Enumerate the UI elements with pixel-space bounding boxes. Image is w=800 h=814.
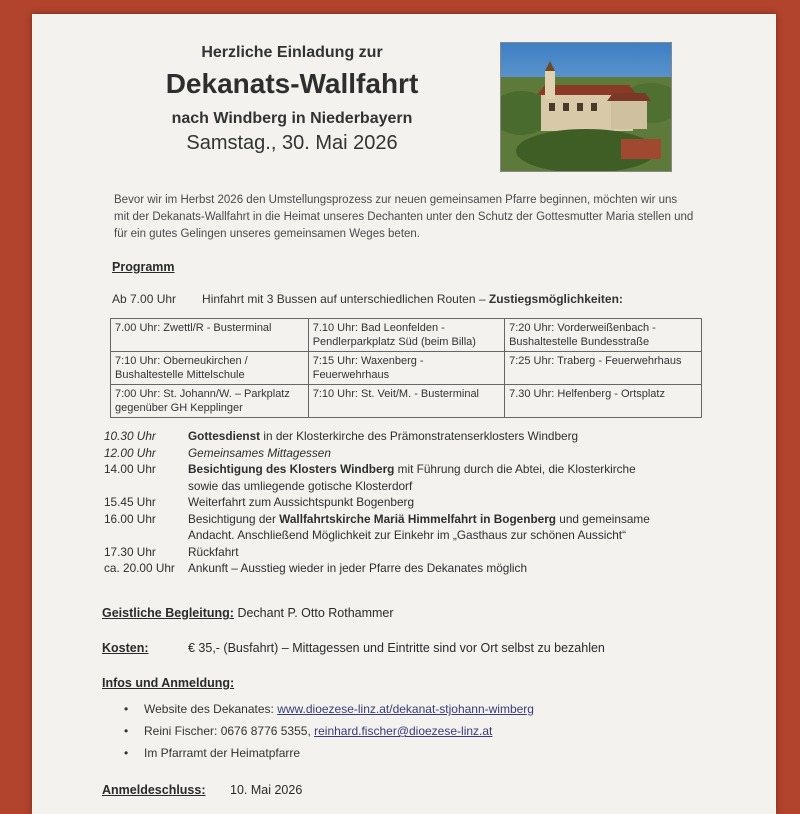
schedule-desc: Gemeinsames Mittagessen xyxy=(188,445,331,460)
pickup-cell: 7.30 Uhr: Helfenberg - Ortsplatz xyxy=(505,385,702,418)
schedule-desc: Ankunft – Ausstieg wieder in jeder Pfarre des Dekanates möglich xyxy=(188,561,528,575)
info-bullet: • Im Pfarramt der Heimatpfarre xyxy=(124,742,534,764)
pickup-cell: 7:00 Uhr: St. Johann/W. – Parkplatz gegenüber GH Kepplinger xyxy=(111,385,309,418)
departure-time: Ab 7.00 Uhr xyxy=(112,292,177,306)
schedule-time: 17.30 Uhr xyxy=(104,544,156,559)
schedule-desc: Rückfahrt xyxy=(188,544,239,559)
departure-bold: Zustiegsmöglichkeiten: xyxy=(488,292,623,306)
begleitung-line: Geistliche Begleitung: Dechant P. Otto Rothammer xyxy=(102,606,394,620)
schedule-time: 14.00 Uhr xyxy=(104,462,156,476)
info-bullet: • Reini Fischer: 0676 8776 5355, reinhard.fischer@dioezese-linz.at xyxy=(124,720,534,742)
pickup-row xyxy=(111,319,702,352)
pickup-cell: 7:25 Uhr: Traberg - Feuerwehrhaus xyxy=(505,352,702,385)
kosten-line: Kosten: € 35,- (Busfahrt) – Mittagessen und Eintritte sind vor Ort selbst zu bezahlen xyxy=(102,641,605,655)
schedule-desc: Gottesdienst in der Klosterkirche des Prämonstratenserklosters Windberg xyxy=(188,429,579,443)
intro-paragraph: Bevor wir im Herbst 2026 den Umstellungsprozess zur neuen gemeinsamen Pfarre beginnen, möchten wir uns mit der Dekanats-Wallfahrt in die Heimat unseres Dechanten unter den Schutz der Gottesmutter Maria stellen und für ein gutes Gelingen unseres gemeinsamen Weges beten. xyxy=(114,194,694,240)
schedule-time: 16.00 Uhr xyxy=(104,511,156,526)
info-link[interactable]: www.dioezese-linz.at/dekanat-stjohann-wimberg xyxy=(277,702,534,716)
bullet-icon: • xyxy=(124,702,129,716)
invitation-line: Herzliche Einladung zur xyxy=(201,44,383,61)
schedule-desc: Besichtigung des Klosters Windberg mit Führung durch die Abtei, die Klosterkirche sowie das umliegende gotische Klosterdorf xyxy=(188,462,636,493)
info-bullet: • Website des Dekanates: www.dioezese-linz.at/dekanat-stjohann-wimberg xyxy=(124,698,534,720)
bullet-icon: • xyxy=(124,724,129,738)
schedule-row xyxy=(104,544,658,561)
flyer-page xyxy=(32,14,776,814)
pickup-row xyxy=(111,352,702,385)
programm-heading: Programm xyxy=(112,260,175,274)
schedule-list xyxy=(104,428,658,577)
pickup-cell: 7.10 Uhr: Bad Leonfelden - Pendlerparkplatz Süd (beim Billa) xyxy=(308,319,504,352)
schedule-time: 10.30 Uhr xyxy=(104,429,156,443)
departure-line xyxy=(112,292,623,306)
destination-line: nach Windberg in Niederbayern xyxy=(171,110,413,127)
schedule-time: ca. 20.00 Uhr xyxy=(104,561,175,575)
schedule-row xyxy=(104,445,658,462)
pickup-cell: 7:10 Uhr: St. Veit/M. - Busterminal xyxy=(308,385,504,418)
schedule-desc: Weiterfahrt zum Aussichtspunkt Bogenberg xyxy=(188,495,415,509)
anmeldeschluss-line: Anmeldeschluss: 10. Mai 2026 xyxy=(102,783,303,797)
schedule-row xyxy=(104,461,658,494)
pickup-cell: 7:10 Uhr: Oberneukirchen / Bushaltestelle Mittelschule xyxy=(111,352,309,385)
pickup-row xyxy=(111,385,702,418)
schedule-row xyxy=(104,428,658,445)
pickup-cell: 7:15 Uhr: Waxenberg - Feuerwehrhaus xyxy=(308,352,504,385)
schedule-desc: Besichtigung der Wallfahrtskirche Mariä Himmelfahrt in Bogenberg und gemeinsame Andacht. Anschließend Möglichkeit zur Einkehr im „Gasthaus zur schönen Aussicht“ xyxy=(188,511,650,542)
event-date: Samstag., 30. Mai 2026 xyxy=(186,132,398,154)
schedule-row xyxy=(104,494,658,511)
pickup-table xyxy=(110,318,702,418)
monastery-photo xyxy=(500,42,672,172)
flyer-header xyxy=(32,44,552,155)
schedule-time: 12.00 Uhr xyxy=(104,445,156,460)
infos-heading: Infos und Anmeldung: xyxy=(102,676,235,690)
schedule-row xyxy=(104,511,658,544)
flyer-title: Dekanats-Wallfahrt xyxy=(165,68,419,99)
bullet-icon: • xyxy=(124,746,129,760)
info-link[interactable]: reinhard.fischer@dioezese-linz.at xyxy=(314,724,493,738)
pickup-cell: 7:20 Uhr: Vorderweißenbach - Bushaltestelle Bundesstraße xyxy=(505,319,702,352)
departure-text: Hinfahrt mit 3 Bussen auf unterschiedlichen Routen – xyxy=(202,292,489,306)
pickup-cell: 7.00 Uhr: Zwettl/R - Busterminal xyxy=(111,319,309,352)
schedule-time: 15.45 Uhr xyxy=(104,495,156,509)
schedule-row xyxy=(104,560,658,577)
infos-list xyxy=(124,698,534,764)
